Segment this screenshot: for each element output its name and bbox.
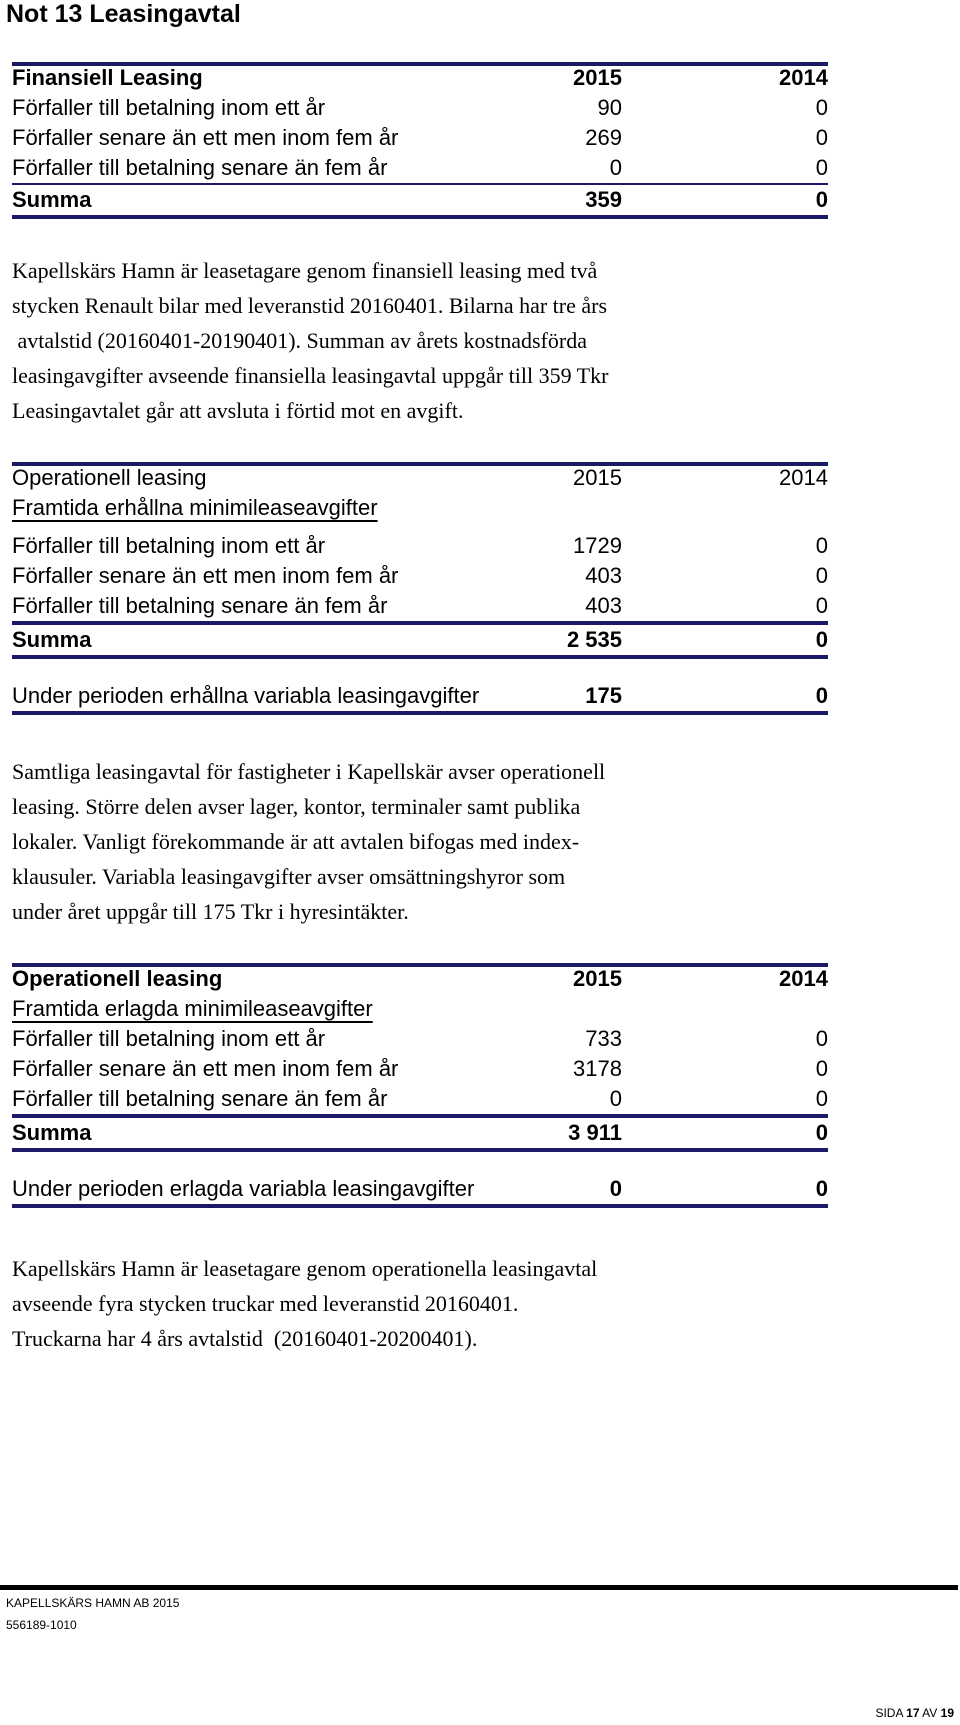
paragraph-line: Kapellskärs Hamn är leasetagare genom operationella leasingavtal [12,1256,598,1281]
variable-fees-value-2014: 0 [815,683,828,708]
page-prefix: SIDA [875,1706,903,1720]
row-value-2015: 3178 [573,1056,622,1081]
table-row [12,531,828,561]
variable-fees-bottom-rule [12,1204,828,1208]
sum-label: Summa [12,187,92,212]
table-row [12,1024,828,1054]
paragraph-line: leasingavgifter avseende finansiella leasingavtal uppgår till 359 Tkr [12,363,609,388]
row-value-2015: 403 [585,593,622,618]
operational-leasing-description [12,754,812,929]
row-label: Förfaller till betalning inom ett år [12,95,326,120]
header-year-2014: 2014 [779,966,828,991]
paragraph-line: avseende fyra stycken truckar med leveranstid 20160401. [12,1291,519,1316]
sum-value-2015: 359 [585,187,622,212]
variable-fees-label: Under perioden erhållna variabla leasingavgifter [12,683,480,708]
variable-fees-label: Under perioden erlagda variabla leasingavgifter [12,1176,475,1201]
variable-fees-value-2015: 175 [585,683,622,708]
operational-leasing-received-table [12,462,828,715]
paragraph-line: Truckarna har 4 års avtalstid (20160401-20200401). [12,1326,478,1351]
header-year-2014: 2014 [779,465,828,490]
variable-fees-row [12,681,828,711]
sum-label: Summa [12,627,92,652]
row-value-2015: 1729 [573,533,622,558]
table-row [12,1054,828,1084]
header-year-2015: 2015 [573,966,622,991]
header-label: Operationell leasing [12,966,223,991]
row-value-2014: 0 [815,125,828,150]
table-header-row [12,63,828,93]
subheader-label: Framtida erlagda minimileaseavgifter [12,996,373,1021]
paragraph-line: Samtliga leasingavtal för fastigheter i Kapellskär avser operationell [12,759,606,784]
footer-rule [0,1585,958,1590]
variable-fees-value-2015: 0 [609,1176,622,1201]
table-subheader-row [12,493,828,523]
row-value-2015: 0 [609,1086,622,1111]
sum-row [12,185,828,215]
row-value-2014: 0 [815,155,828,180]
row-label: Förfaller till betalning inom ett år [12,1026,326,1051]
paragraph-line: stycken Renault bilar med leveranstid 20160401. Bilarna har tre års [12,293,608,318]
sum-value-2015: 3 911 [568,1120,622,1145]
row-label: Förfaller senare än ett men inom fem år [12,563,399,588]
financial-leasing-table [12,62,828,219]
paragraph-line: lokaler. Vanligt förekommande är att avtalen bifogas med index- [12,829,580,854]
note-title: Not 13 Leasingavtal [6,0,241,28]
paragraph-line: Kapellskärs Hamn är leasetagare genom finansiell leasing med två [12,258,598,283]
footer-org-number: 556189-1010 [6,1618,77,1632]
header-year-2015: 2015 [573,465,622,490]
row-value-2014: 0 [815,1086,828,1111]
row-value-2015: 733 [585,1026,622,1051]
subheader-label: Framtida erhållna minimileaseavgifter [12,495,378,520]
row-value-2014: 0 [815,1026,828,1051]
row-value-2015: 269 [585,125,622,150]
sum-row [12,625,828,655]
row-label: Förfaller till betalning senare än fem år [12,593,388,618]
paragraph-line: under året uppgår till 175 Tkr i hyresintäkter. [12,899,409,924]
row-value-2014: 0 [815,563,828,588]
row-label: Förfaller till betalning inom ett år [12,533,326,558]
sum-value-2014: 0 [815,1120,828,1145]
table-row [12,591,828,621]
row-value-2014: 0 [815,1056,828,1081]
trucks-leasing-description [12,1251,812,1356]
page-number [875,1706,954,1720]
row-label: Förfaller till betalning senare än fem år [12,1086,388,1111]
operational-leasing-paid-table [12,963,828,1208]
sum-value-2015: 2 535 [566,627,622,652]
row-value-2015: 90 [597,95,622,120]
sum-value-2014: 0 [815,627,828,652]
header-year-2014: 2014 [779,65,828,90]
table-header-row [12,463,828,493]
header-label: Finansiell Leasing [12,65,203,90]
row-value-2014: 0 [815,95,828,120]
row-value-2014: 0 [815,593,828,618]
page-total: 19 [940,1706,954,1720]
paragraph-line: avtalstid (20160401-20190401). Summan av årets kostnadsförda [12,328,587,353]
table-row [12,1084,828,1114]
variable-fees-bottom-rule [12,711,828,715]
table-row [12,153,828,183]
paragraph-line: Leasingavtalet går att avsluta i förtid mot en avgift. [12,398,464,423]
page-mid: AV [922,1706,938,1720]
header-label: Operationell leasing [12,465,207,490]
row-label: Förfaller senare än ett men inom fem år [12,1056,399,1081]
sum-row [12,1118,828,1148]
table-subheader-row [12,994,828,1024]
sum-bottom-rule [12,215,828,219]
paragraph-line: klausuler. Variabla leasingavgifter avser omsättningshyror som [12,864,566,889]
variable-fees-row [12,1174,828,1204]
table-row [12,561,828,591]
page-current: 17 [906,1706,920,1720]
financial-leasing-description [12,253,812,428]
paragraph-line: leasing. Större delen avser lager, kontor, terminaler samt publika [12,794,581,819]
row-label: Förfaller senare än ett men inom fem år [12,125,399,150]
row-label: Förfaller till betalning senare än fem år [12,155,388,180]
header-year-2015: 2015 [573,65,622,90]
row-value-2015: 0 [609,155,622,180]
table-row [12,93,828,123]
variable-fees-value-2014: 0 [815,1176,828,1201]
row-value-2014: 0 [815,533,828,558]
row-value-2015: 403 [585,563,622,588]
table-header-row [12,964,828,994]
footer-company: KAPELLSKÄRS HAMN AB 2015 [6,1596,180,1610]
sum-value-2014: 0 [815,187,828,212]
sum-label: Summa [12,1120,92,1145]
table-row [12,123,828,153]
